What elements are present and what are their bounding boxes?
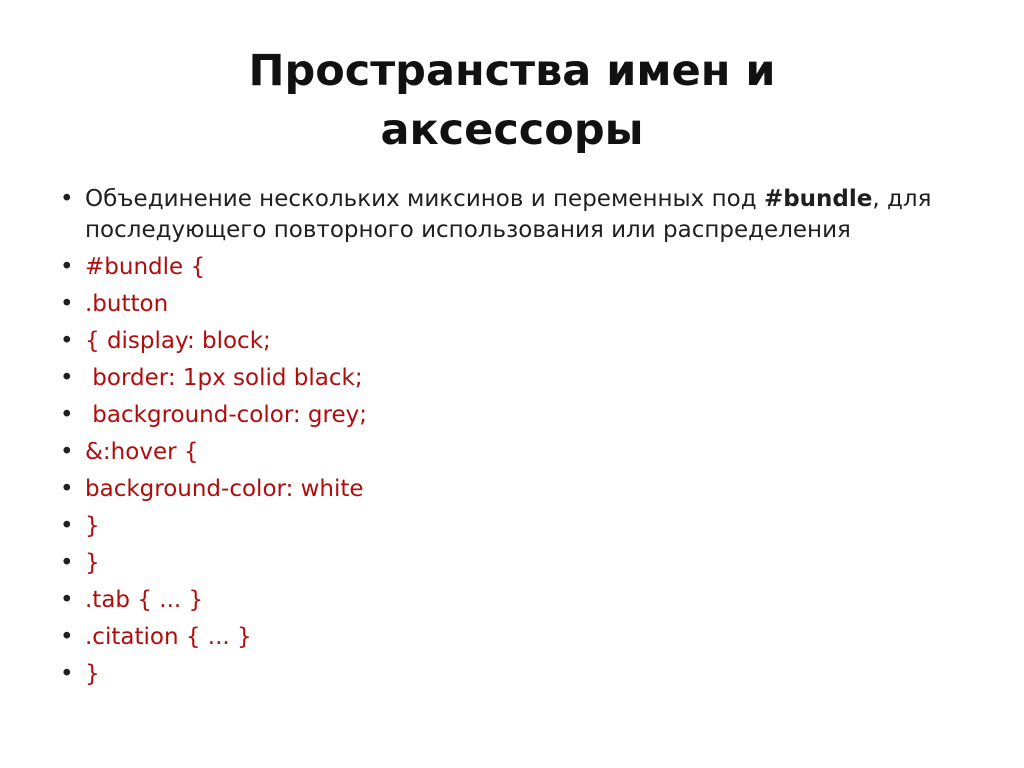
bullet-dot: •: [60, 328, 74, 354]
code-line-background-grey: [60, 400, 960, 431]
intro-text-before: Объединение нескольких миксинов и переменных под: [85, 186, 764, 212]
code-line-citation: [60, 622, 960, 653]
bullet-dot: •: [60, 291, 74, 317]
code-line-button: [60, 289, 960, 320]
code-line-close-hover: [60, 511, 960, 542]
code-line-bundle-open: [60, 252, 960, 283]
code-line-hover-open: [60, 437, 960, 468]
bullet-dot: •: [60, 661, 74, 687]
code-line-close-button: [60, 548, 960, 579]
code-line-text: { display: block;: [85, 328, 271, 354]
bullet-dot: •: [60, 624, 74, 650]
code-line-tab: [60, 585, 960, 616]
code-line-text: }: [85, 661, 100, 687]
bullet-dot: •: [60, 402, 74, 428]
bullet-intro: [60, 184, 960, 246]
code-line-text: background-color: white: [85, 476, 364, 502]
code-line-border: [60, 363, 960, 394]
code-line-text: .citation { ... }: [85, 624, 252, 650]
code-line-text: .button: [85, 291, 169, 317]
bullet-dot: •: [60, 439, 74, 465]
bullet-dot: •: [60, 365, 74, 391]
bullet-dot: •: [60, 550, 74, 576]
code-line-text: border: 1px solid black;: [85, 365, 363, 391]
bullet-dot: •: [60, 513, 74, 539]
intro-text-bold: #bundle: [763, 186, 873, 212]
bullet-dot: •: [60, 254, 74, 280]
code-line-text: .tab { ... }: [85, 587, 204, 613]
code-line-display: [60, 326, 960, 357]
slide-title: Пространства имен и аксессоры: [248, 46, 776, 155]
bullet-dot: •: [60, 186, 74, 212]
code-line-text: &:hover {: [85, 439, 199, 465]
code-line-text: background-color: grey;: [85, 402, 367, 428]
code-line-close-bundle: [60, 659, 960, 690]
bullet-dot: •: [60, 587, 74, 613]
bullet-list: [60, 184, 960, 696]
code-line-background-white: [60, 474, 960, 505]
code-line-text: }: [85, 513, 100, 539]
intro-text-after: , для последующего повторного использования или распределения: [85, 186, 932, 243]
bullet-dot: •: [60, 476, 74, 502]
code-line-text: #bundle {: [85, 254, 206, 280]
code-line-text: }: [85, 550, 100, 576]
